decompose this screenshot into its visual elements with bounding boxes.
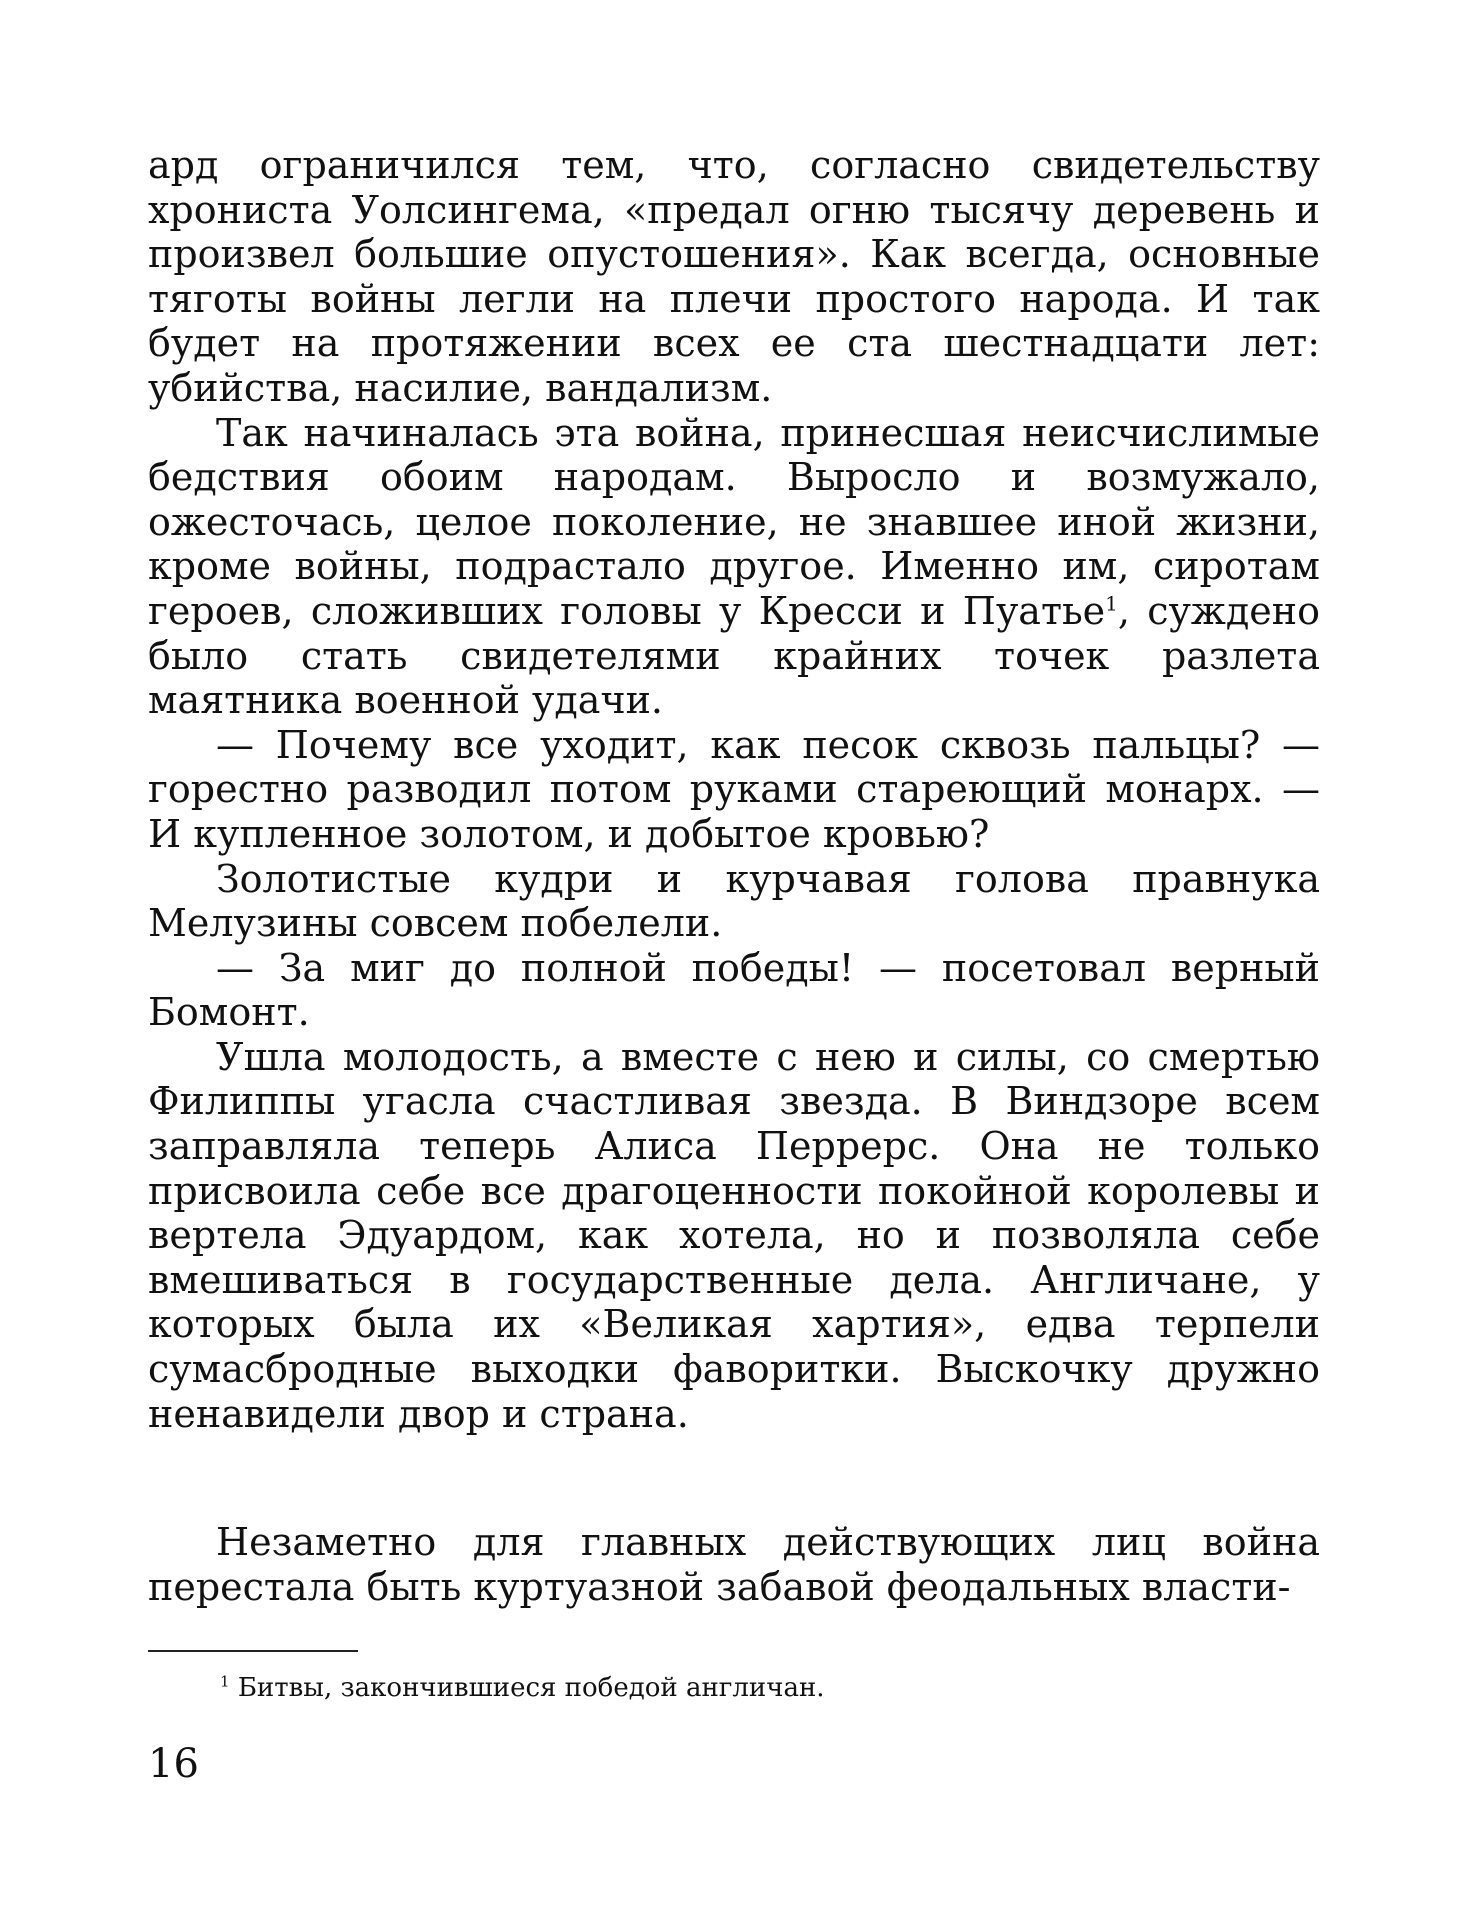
- paragraph-2-text-b: , суждено было стать свидетелями крайних точек разлета маятника военной удачи.: [148, 588, 1320, 723]
- paragraph-2: [148, 411, 1320, 723]
- footnote-marker: 1: [220, 1672, 230, 1691]
- paragraph-7: Незаметно для главных действующих лиц война перестала быть куртуазной забавой феодальных власти-: [148, 1520, 1320, 1609]
- footnote-text: Битвы, закончившиеся победой англичан.: [237, 1673, 825, 1703]
- paragraph-2-text-a: Так начиналась эта война, принесшая неисчислимые бедствия обоим народам. Выросло и возмужало, ожесточась, целое поколение, не знавшее иной жизни, кроме войны, подрастало другое. Именно им, сиротам героев, сложивших головы у Кресси и Пуатье: [148, 410, 1320, 633]
- main-text: [148, 143, 1320, 1436]
- paragraph-4: Золотистые кудри и курчавая голова правнука Мелузины совсем побелели.: [148, 856, 1320, 946]
- footnote: [220, 1672, 1320, 1704]
- paragraph-3: — Почему все уходит, как песок сквозь пальцы? — горестно разводил потом руками стареющий монарх. — И купленное золотом, и добытое кровью?: [148, 722, 1320, 856]
- paragraph-1: ард ограничился тем, что, согласно свидетельству хрониста Уолсингема, «предал огню тысячу деревень и произвел большие опустошения». Как всегда, основные тяготы войны легли на плечи простого народа. И так будет на протяжении всех ее ста шестнадцати лет: убийства, насилие, вандализм.: [148, 143, 1320, 410]
- section-text: [148, 1520, 1320, 1609]
- paragraph-5: — За миг до полной победы! — посетовал верный Бомонт.: [148, 945, 1320, 1035]
- footnote-divider: [148, 1650, 358, 1652]
- footnote-reference: 1: [1105, 591, 1118, 616]
- page-number: 16: [148, 1741, 199, 1787]
- paragraph-6: Ушла молодость, а вместе с нею и силы, со смертью Филиппы угасла счастливая звезда. В Виндзоре всем заправляла теперь Алиса Перрерс. Она не только присвоила себе все драгоценности покойной королевы и вертела Эдуардом, как хотела, но и позволяла себе вмешиваться в государственные дела. Англичане, у которых была их «Великая хартия», едва терпели сумасбродные выходки фаворитки. Выскочку дружно ненавидели двор и страна.: [148, 1034, 1320, 1436]
